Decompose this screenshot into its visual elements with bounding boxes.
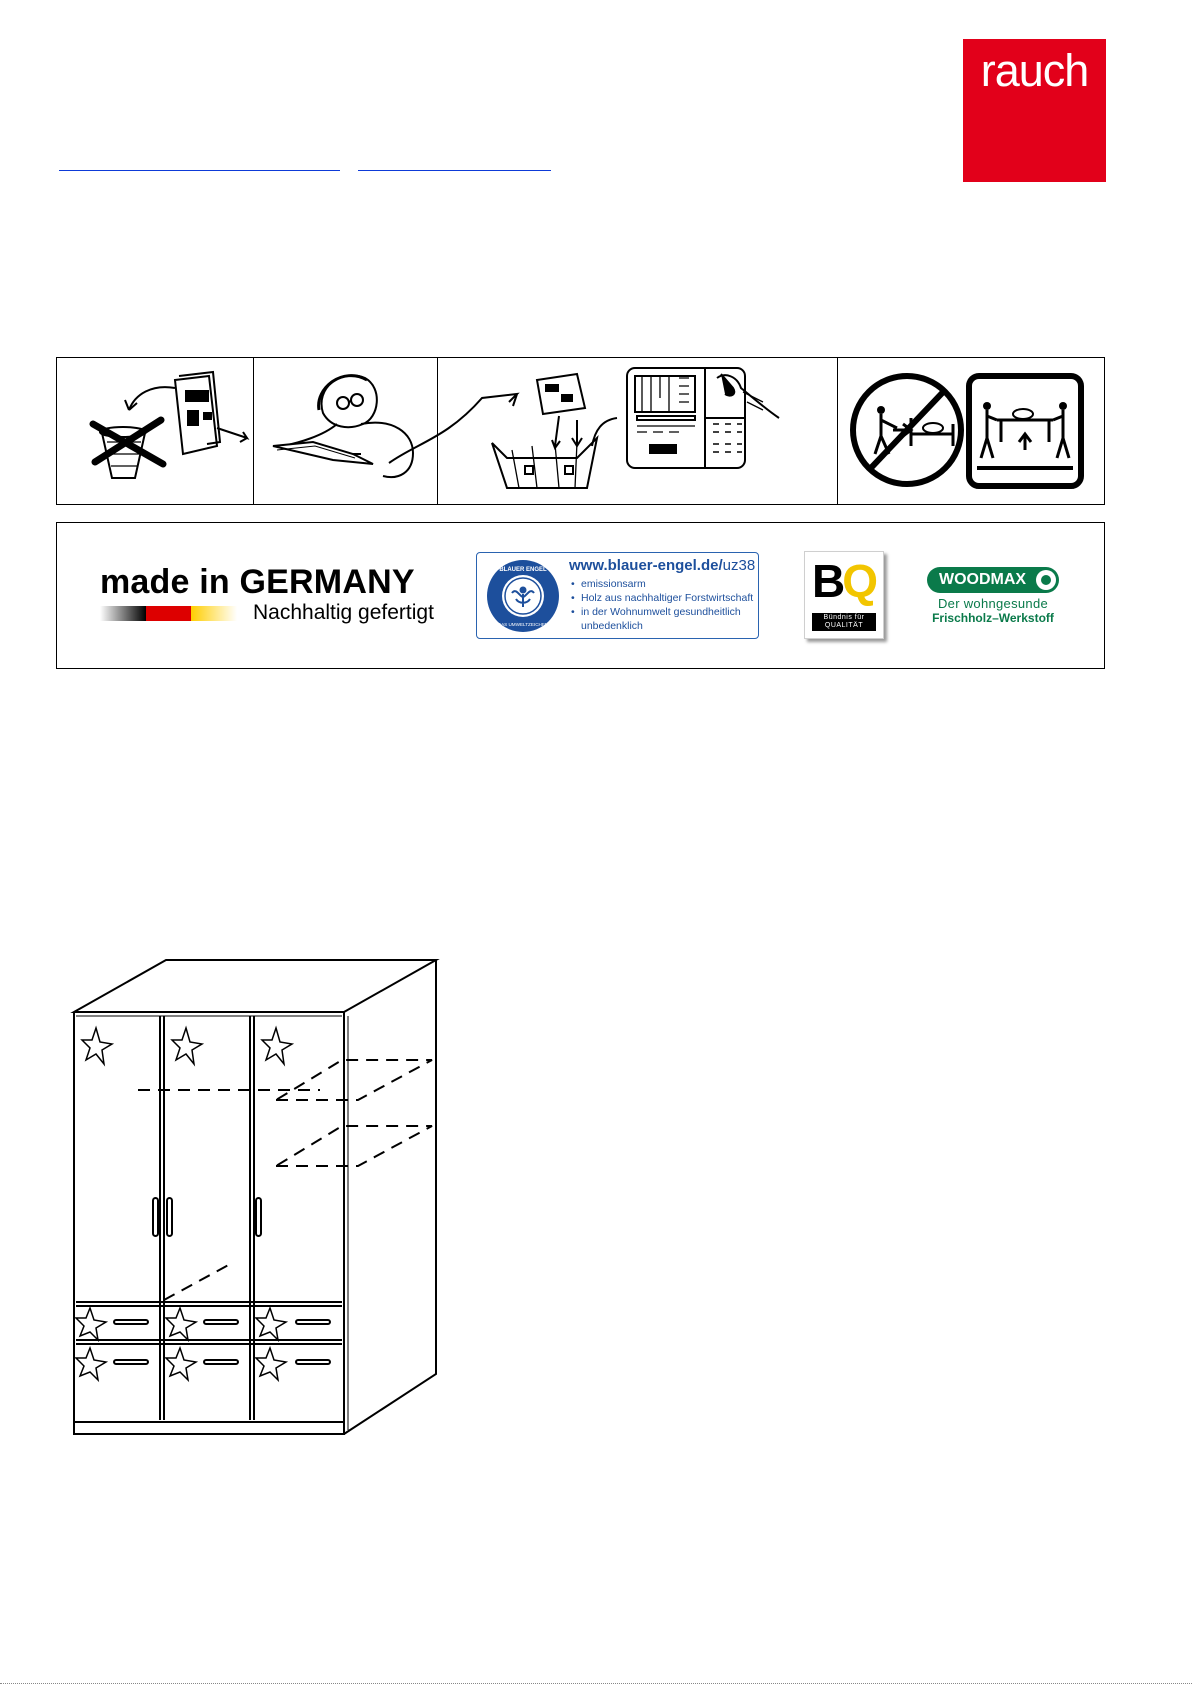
star-marker-icon — [82, 1028, 112, 1064]
list-item: • Holz aus nachhaltiger Forstwirtschaft — [569, 591, 753, 605]
woodmax-line1: Der wohngesunde — [937, 596, 1049, 611]
seal-top-text: BLAUER ENGEL — [499, 567, 547, 573]
list-item: • emissionsarm — [569, 577, 753, 591]
star-marker-icon — [256, 1308, 286, 1340]
woodmax-name: WOODMAX — [939, 571, 1027, 588]
blauer-engel-seal-icon — [486, 559, 560, 633]
logo-text: rauch — [980, 45, 1089, 96]
no-discard-instructions-icon — [93, 372, 247, 478]
star-marker-icon — [76, 1308, 106, 1340]
star-marker-icon — [166, 1308, 196, 1340]
woodmax-badge — [927, 567, 1067, 625]
star-marker-icon — [166, 1348, 196, 1380]
german-flag-bar — [100, 606, 237, 621]
woodmax-pill — [927, 567, 1059, 593]
seal-bottom-text: DAS UMWELTZEICHEN — [497, 622, 549, 627]
bq-letters: BQ — [812, 555, 876, 607]
no-drag-carry-furniture-icon — [853, 376, 1081, 486]
woodmax-dot-icon — [1036, 570, 1056, 590]
woodmax-line2: Frischholz–Werkstoff — [932, 611, 1054, 625]
wardrobe-drawing — [60, 950, 450, 1440]
file-instructions-icon — [389, 368, 779, 488]
star-marker-icon — [262, 1028, 292, 1064]
made-in-germany-subtitle: Nachhaltig gefertigt — [253, 601, 434, 624]
rauch-logo — [963, 39, 1106, 182]
list-item: • in der Wohnumwelt gesundheitlich unbedenklich — [569, 605, 751, 633]
page-bottom-rule — [0, 1683, 1192, 1684]
bq-quality-badge — [804, 551, 884, 639]
star-marker-icon — [76, 1348, 106, 1380]
blauer-engel-criteria — [569, 577, 753, 633]
link-underline-1[interactable] — [59, 170, 340, 171]
blauer-engel-badge — [476, 552, 759, 639]
link-underline-2[interactable] — [358, 170, 551, 171]
certification-panel — [56, 522, 1105, 669]
made-in-germany-title: made in GERMANY — [100, 563, 415, 601]
star-marker-icon — [256, 1348, 286, 1380]
blauer-engel-url[interactable]: www.blauer-engel.de/uz38 — [569, 557, 756, 574]
instruction-pictograms — [57, 358, 1103, 503]
star-marker-icon — [172, 1028, 202, 1064]
instruction-pictograms-panel — [56, 357, 1105, 505]
bq-subtitle: Bündnis für QUALITÄT — [812, 613, 876, 631]
